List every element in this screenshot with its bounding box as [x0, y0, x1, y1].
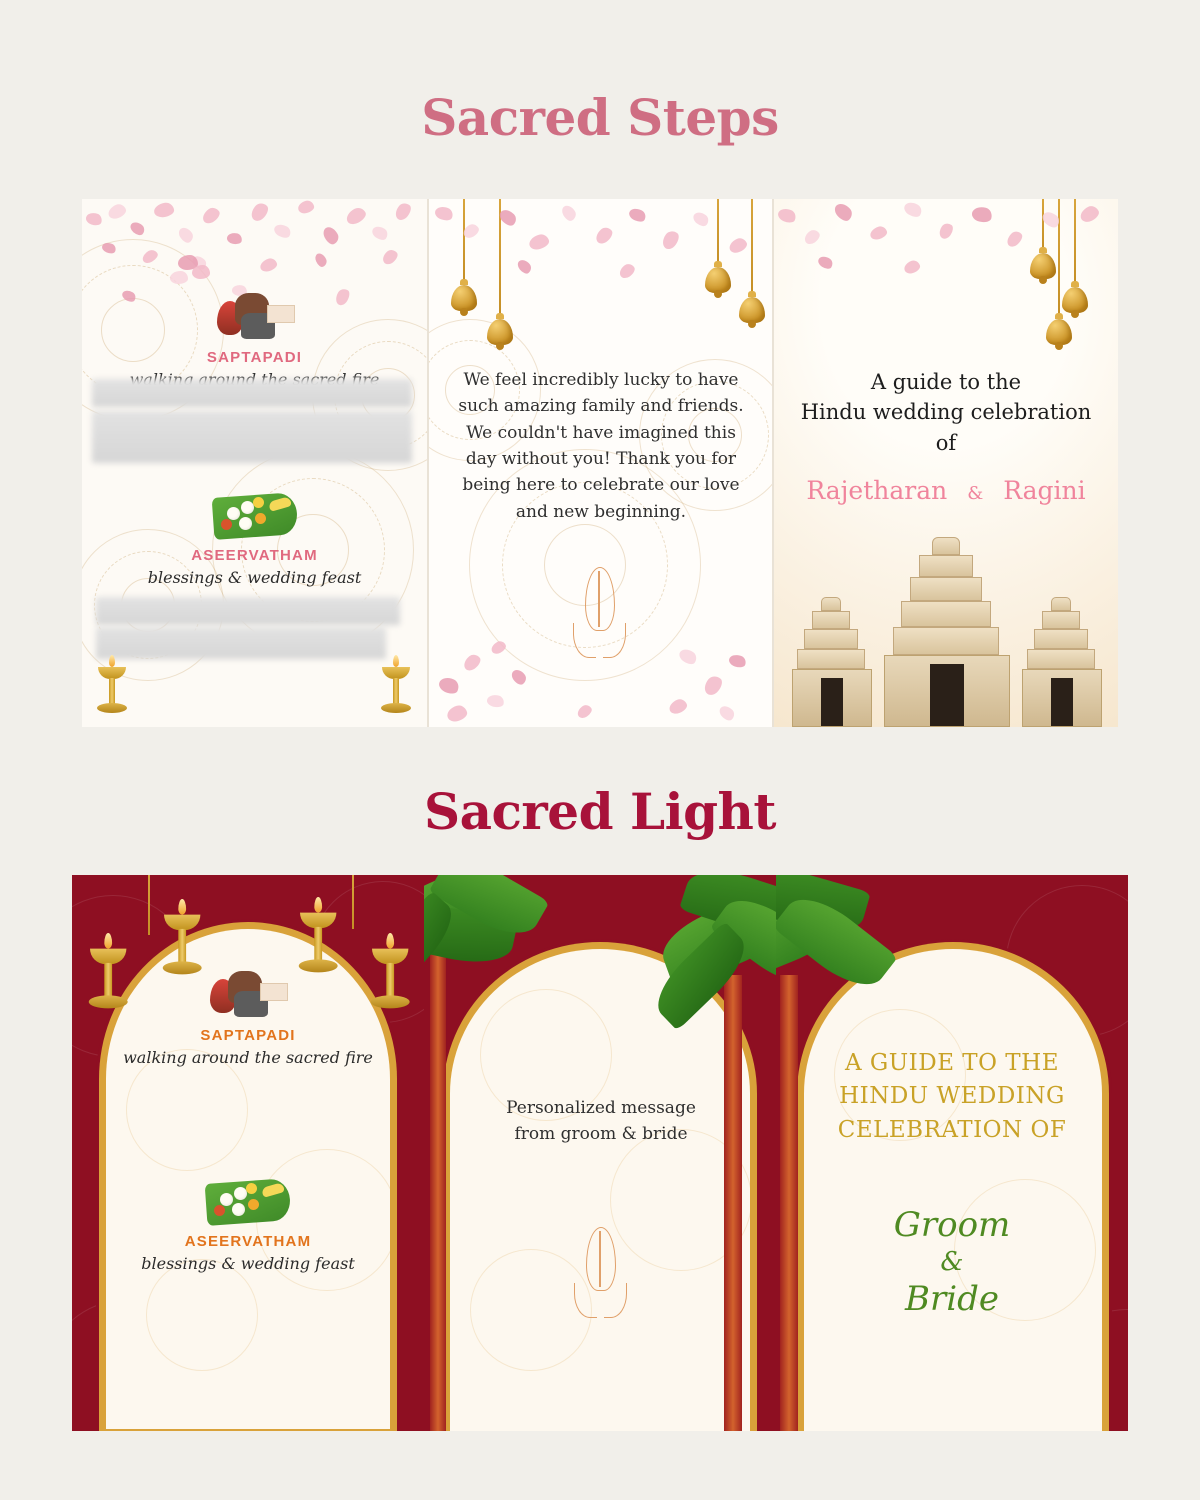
ampersand: &: [967, 483, 984, 504]
cover-heading-line1: A GUIDE TO THE: [845, 1050, 1059, 1076]
ritual-block-aseervatham: [72, 1175, 424, 1273]
message-line2: from groom & bride: [514, 1124, 688, 1145]
cover-heading: [798, 1047, 1106, 1147]
ritual-title-saptapadi: SAPTAPADI: [200, 1027, 296, 1044]
redacted-text-block: [96, 597, 400, 625]
message-line1: Personalized message: [506, 1098, 696, 1118]
cover-couple-names: [816, 1205, 1088, 1319]
cover-heading: [794, 367, 1098, 458]
ritual-block-saptapadi: [82, 287, 427, 389]
namaste-hands-icon: [568, 1227, 632, 1323]
ritual-block-aseervatham: [82, 489, 427, 587]
bride-name: Ragini: [1003, 476, 1086, 505]
saptapadi-couple-icon: [217, 287, 293, 341]
ritual-subtitle-aseervatham: blessings & wedding feast: [141, 1254, 355, 1273]
lotus-pattern-decor: [450, 949, 750, 1431]
redacted-text-block: [92, 379, 412, 407]
cover-heading-line2: Hindu wedding celebration: [800, 400, 1092, 425]
lotus-pattern-decor: [804, 949, 1102, 1431]
ritual-title-aseervatham: ASEERVATHAM: [191, 547, 318, 564]
brass-oil-lamp-icon: [382, 655, 410, 717]
steps-panel-rituals: [82, 199, 427, 727]
redacted-text-block: [92, 411, 412, 463]
bride-name: Bride: [905, 1279, 999, 1319]
saptapadi-couple-icon: [210, 965, 286, 1019]
section-title-sacred-steps: Sacred Steps: [421, 88, 779, 147]
steps-panel-message: [429, 199, 772, 727]
redacted-text-block: [96, 627, 386, 659]
personalized-message-text: We feel incredibly lucky to have such amazing family and friends. We couldn't have imagined this day without you! Thank you for being here to celebrate our love and new beginning.: [458, 370, 744, 522]
groom-name: Rajetharan: [806, 476, 948, 505]
gopuram-temple-icon: [884, 537, 1008, 727]
sacred-steps-card: [82, 199, 1118, 727]
banana-leaf-feast-icon: [206, 1175, 290, 1227]
sacred-light-card: [72, 875, 1128, 1431]
cover-heading-line3: CELEBRATION OF: [837, 1116, 1067, 1143]
gopuram-temple-icon: [1022, 597, 1100, 727]
banana-leaf-feast-icon: [213, 489, 297, 541]
golden-arch-frame: [804, 949, 1102, 1431]
cover-heading-line3: of: [935, 430, 957, 455]
cover-heading-line2: HINDU WEDDING: [839, 1083, 1065, 1110]
gopuram-temple-icon: [792, 597, 870, 727]
golden-arch-frame: [450, 949, 750, 1431]
ritual-subtitle-aseervatham: blessings & wedding feast: [147, 568, 362, 587]
ritual-title-saptapadi: SAPTAPADI: [206, 349, 303, 366]
namaste-hands-icon: [567, 567, 631, 663]
steps-panel-cover: [774, 199, 1118, 727]
ritual-subtitle-saptapadi: walking around the sacred fire: [123, 1048, 373, 1067]
ampersand: &: [940, 1247, 964, 1277]
personalized-message-text: [470, 1095, 732, 1148]
cover-heading-line1: A guide to the: [870, 370, 1022, 394]
groom-name: Groom: [893, 1205, 1011, 1245]
ritual-title-aseervatham: ASEERVATHAM: [184, 1233, 312, 1250]
light-panel-message: [424, 875, 776, 1431]
light-panel-cover: [776, 875, 1128, 1431]
brass-oil-lamp-icon: [98, 655, 126, 717]
light-panel-rituals: [72, 875, 424, 1431]
cover-couple-names: [788, 476, 1104, 505]
ritual-block-saptapadi: [72, 965, 424, 1067]
section-title-sacred-light: Sacred Light: [423, 782, 777, 841]
